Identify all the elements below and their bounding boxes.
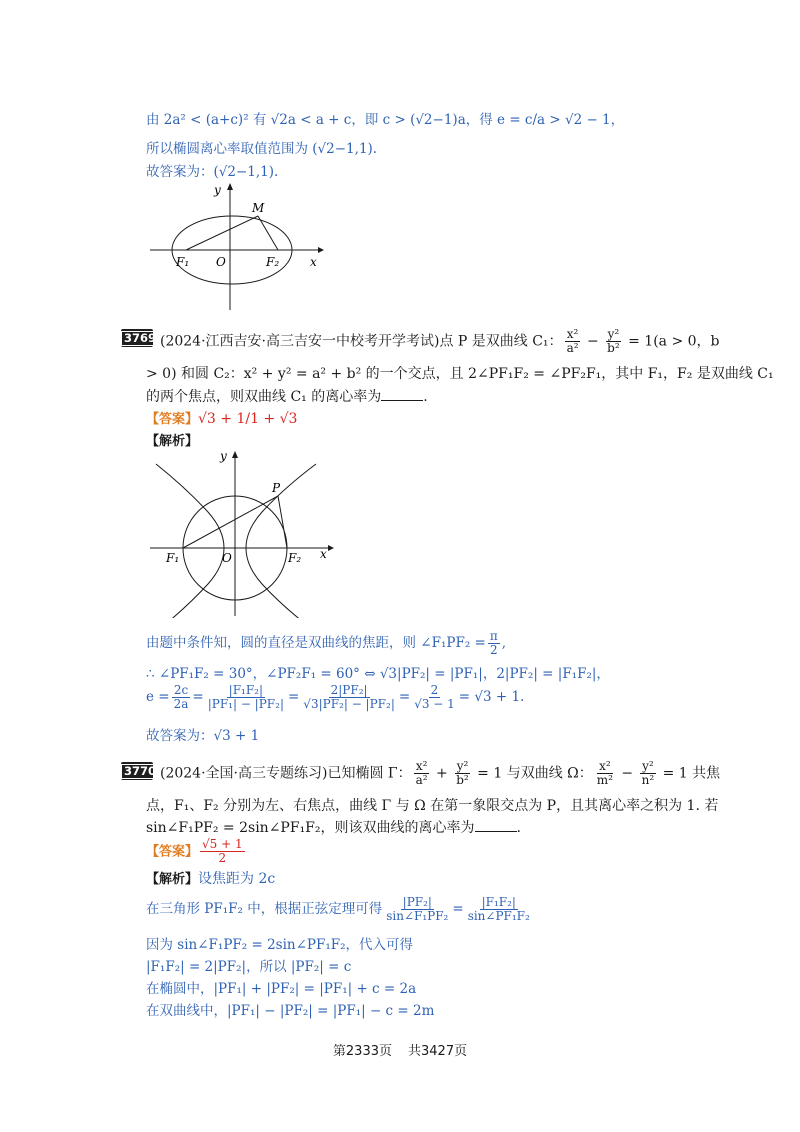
q3770-answer: $\frac{√5 + 1}{2}$ bbox=[202, 837, 243, 865]
question-number-badge: 3770 bbox=[121, 762, 153, 780]
hyperbola-x-label: x bbox=[320, 547, 327, 561]
fraction: $\frac{\text{|F₁F₂|}}{\text{sin∠PF₁F₂}}$ bbox=[467, 895, 530, 923]
q3770-solution-line-2: 因为 sin∠F₁PF₂ = 2sin∠PF₁F₂，代入可得 bbox=[146, 937, 414, 953]
fraction: $\frac{\text{y²}}{\text{b²}}$ bbox=[456, 759, 469, 787]
q3769-solution-line-4: 故答案为：√3 + 1 bbox=[146, 728, 260, 744]
q3769-stem-line-2: > 0) 和圆 C₂：x² + y² = a² + b² 的一个交点，且 2∠PF₁F₂ = ∠PF₂F₁，其中 F₁，F₂ 是双曲线 C₁ bbox=[146, 366, 774, 382]
q3770-solution-line-3: |F₁F₂| = 2|PF₂|，所以 |PF₂| = c bbox=[146, 959, 352, 975]
fraction: $\frac{\text{x²}}{\text{a²}}$ bbox=[415, 759, 428, 787]
q3770-answer-line bbox=[146, 838, 247, 865]
q3769-stem-line-1: (2024·江西吉安·高三吉安一中校考开学考试)点 P 是双曲线 C₁： $\frac{\text{x²}}{\text{a²}}$ − $\frac{\text{y²}}{\text{b²}}$ = 1(a > 0，b bbox=[160, 327, 720, 355]
hyperbola-f1-label: F₁ bbox=[166, 551, 180, 565]
q3770-solution-line-5: 在双曲线中，|PF₁| − |PF₂| = |PF₁| − c = 2m bbox=[146, 1003, 435, 1019]
prev-solution-line-2: 所以椭圆离心率取值范围为 (√2−1,1). bbox=[146, 141, 378, 157]
q3770-solution-line-1: 在三角形 PF₁F₂ 中，根据正弦定理可得 $\frac{\text{|PF₂|}}{\text{sin∠F₁PF₂}}$ = $\frac{\text{|F₁F₂|}}{\text{sin∠PF₁F₂}}$ bbox=[146, 895, 530, 923]
q3770-source: (2024·全国·高三专题练习) bbox=[160, 765, 328, 782]
fraction: $\frac{2}{√3 - 1}$ bbox=[414, 683, 455, 711]
page-total: 共3427页 bbox=[408, 1044, 468, 1059]
analysis-tag: 【解析】 bbox=[146, 434, 199, 449]
ellipse-y-label: y bbox=[214, 183, 221, 197]
q3770-stem-line-1: (2024·全国·高三专题练习)已知椭圆 Γ： $\frac{\text{x²}}{\text{a²}}$ + $\frac{\text{y²}}{\text{b²}}$ = 1 与双曲线 Ω： $\frac{\text{x²}}{\text{m²}}$ − $\frac{\text{y²}}{\text{n²}}$ = 1 共焦 bbox=[160, 759, 721, 787]
q3770-stem-line-3: sin∠F₁PF₂ = 2sin∠PF₁F₂，则该双曲线的离心率为 . bbox=[146, 820, 521, 836]
q3769-analysis-tag-line bbox=[146, 430, 198, 449]
analysis-tag: 【解析】 bbox=[146, 872, 199, 887]
page-footer bbox=[0, 1040, 800, 1059]
prev-solution-line-3: 故答案为：(√2−1,1). bbox=[146, 164, 279, 180]
fraction: $\frac{\text{|F₁F₂|}}{\text{|PF₁| − |PF₂|}}$ bbox=[207, 683, 284, 711]
ellipse-m-label: M bbox=[252, 201, 265, 215]
hyperbola-p-label: P bbox=[272, 481, 281, 495]
q3770-solution-line-4: 在椭圆中，|PF₁| + |PF₂| = |PF₁| + c = 2a bbox=[146, 981, 417, 997]
answer-tag: 【答案】 bbox=[146, 412, 199, 427]
hyperbola-o-label: O bbox=[222, 551, 232, 565]
fraction: $\frac{\text{y²}}{\text{n²}}$ bbox=[641, 759, 655, 787]
q3769-solution-line-1: 由题中条件知，圆的直径是双曲线的焦距，则 ∠F₁PF₂ = $\frac{\pi}{2}$ , bbox=[146, 629, 507, 657]
answer-blank bbox=[381, 388, 423, 401]
ellipse-f2-label: F₂ bbox=[266, 255, 280, 269]
q3770-stem-line-2: 点，F₁、F₂ 分别为左、右焦点，曲线 Γ 与 Ω 在第一象限交点为 P，且其离心率之积为 1. 若 bbox=[146, 798, 719, 814]
fraction: $\frac{\text{x²}}{\text{m²}}$ bbox=[596, 759, 613, 787]
answer-blank bbox=[475, 819, 517, 832]
q3769-source: (2024·江西吉安·高三吉安一中校考开学考试) bbox=[160, 333, 440, 350]
q3769-stem-text: 点 P 是双曲线 C₁： bbox=[439, 333, 563, 350]
fraction: $\frac{\pi}{2}$ bbox=[489, 629, 498, 657]
ellipse-x-label: x bbox=[310, 255, 317, 269]
ellipse-figure bbox=[150, 180, 330, 315]
page-number: 第2333页 bbox=[332, 1044, 392, 1059]
fraction: $\frac{\text{2|PF₂|}}{\text{√3|PF₂| − |PF₂|}}$ bbox=[303, 683, 395, 711]
answer-tag: 【答案】 bbox=[146, 844, 199, 860]
fraction: $\frac{2c}{2a}$ bbox=[173, 683, 189, 711]
ellipse-o-label: O bbox=[216, 255, 226, 269]
fraction: $\frac{\text{|PF₂|}}{\text{sin∠F₁PF₂}}$ bbox=[386, 895, 449, 923]
q3769-answer-line bbox=[146, 408, 297, 427]
hyperbola-y-label: y bbox=[220, 449, 227, 463]
fraction: $\frac{\text{y²}}{\text{b²}}$ bbox=[607, 327, 620, 355]
q3769-answer: √3 + 1/1 + √3 bbox=[198, 411, 298, 427]
q3770-analysis-line: 【解析】设焦距为 2c bbox=[146, 871, 276, 887]
hyperbola-figure bbox=[150, 448, 340, 618]
q3769-stem-line-3: 的两个焦点，则双曲线 C₁ 的离心率为 . bbox=[146, 389, 428, 405]
ellipse-f1-label: F₁ bbox=[176, 255, 190, 269]
hyperbola-f2-label: F₂ bbox=[288, 551, 302, 565]
q3769-solution-line-2: ∴ ∠PF₁F₂ = 30°，∠PF₂F₁ = 60° ⇔ √3|PF₂| = |PF₁|，2|PF₂| = |F₁F₂|， bbox=[146, 666, 610, 682]
question-number-badge: 3769 bbox=[121, 329, 153, 347]
q3769-solution-line-3: e = $\frac{2c}{2a}$ = $\frac{\text{|F₁F₂|}}{\text{|PF₁| − |PF₂|}}$ = $\frac{\text{2|PF₂|}}{\text{√3|PF₂| − |PF₂|}}$ = $\frac{2}{√3 - 1}$ = √3 + 1. bbox=[146, 683, 525, 711]
prev-solution-line-1: 由 2a² < (a+c)² 有 √2a < a + c，即 c > (√2−1)a，得 e = c/a > √2 − 1， bbox=[146, 112, 625, 128]
fraction: $\frac{\text{x²}}{\text{a²}}$ bbox=[566, 327, 579, 355]
